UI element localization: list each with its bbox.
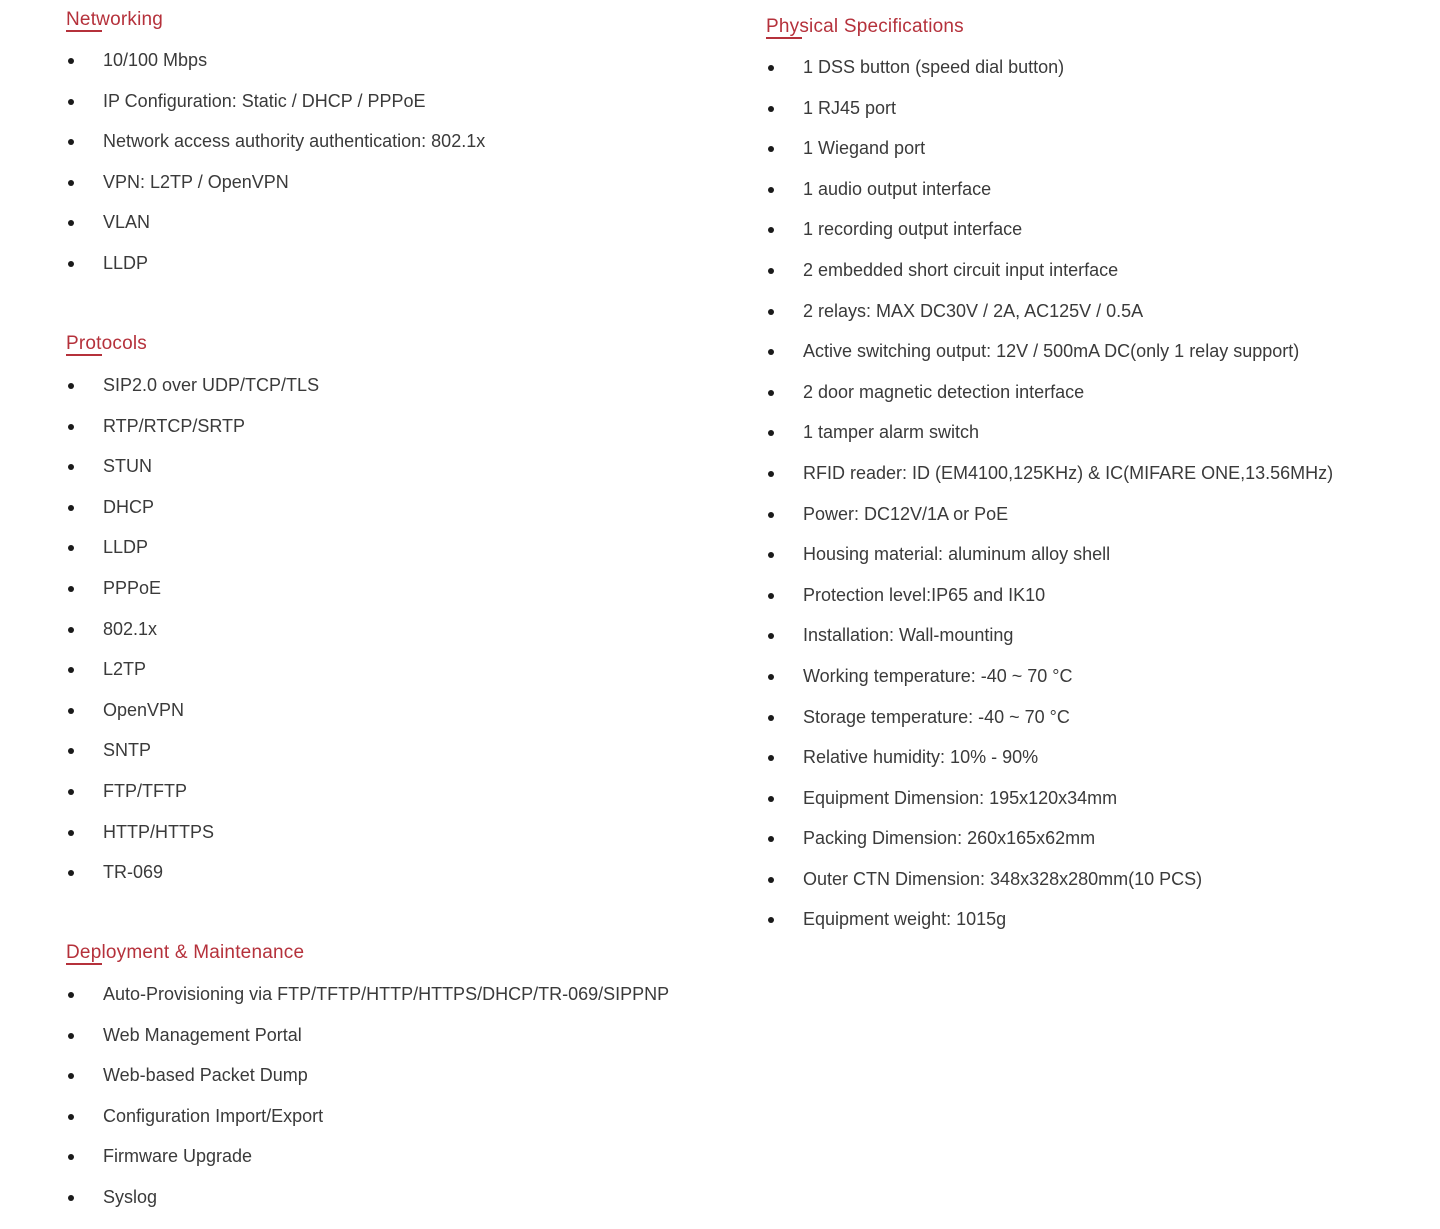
bullet-icon bbox=[768, 106, 774, 112]
bullet-icon bbox=[768, 309, 774, 315]
bullet-icon bbox=[68, 708, 74, 714]
physical-heading-text: Physical Specifications bbox=[766, 16, 964, 37]
list-item-text: Working temperature: -40 ~ 70 °C bbox=[803, 665, 1073, 686]
list-item-text: 2 relays: MAX DC30V / 2A, AC125V / 0.5A bbox=[803, 300, 1144, 321]
bullet-icon bbox=[68, 180, 74, 186]
bullet-icon bbox=[68, 424, 74, 430]
bullet-icon bbox=[68, 870, 74, 876]
bullet-icon bbox=[768, 755, 774, 761]
list-item-text: 1 audio output interface bbox=[803, 178, 992, 199]
list-item-text: 1 Wiegand port bbox=[803, 138, 926, 159]
bullet-icon bbox=[768, 187, 774, 193]
list-item-text: Installation: Wall-mounting bbox=[803, 625, 1014, 646]
list-item-text: SIP2.0 over UDP/TCP/TLS bbox=[103, 375, 320, 395]
list-item-text: 10/100 Mbps bbox=[103, 50, 208, 70]
list-item-text: 2 embedded short circuit input interface bbox=[803, 259, 1119, 280]
list-item-text: Network access authority authentication: 802.1x bbox=[103, 131, 486, 152]
bullet-icon bbox=[68, 1033, 74, 1039]
bullet-icon bbox=[68, 830, 74, 836]
bullet-icon bbox=[68, 383, 74, 389]
list-item-text: VPN: L2TP / OpenVPN bbox=[103, 171, 289, 192]
list-item-text: SNTP bbox=[103, 740, 152, 761]
list-item-text: Auto-Provisioning via FTP/TFTP/HTTP/HTTPS/DHCP/TR-069/SIPPNP bbox=[103, 984, 670, 1004]
bullet-icon bbox=[68, 220, 74, 226]
list-item-text: OpenVPN bbox=[103, 699, 185, 720]
list-item-text: Housing material: aluminum alloy shell bbox=[803, 544, 1111, 565]
list-item-text: RTP/RTCP/SRTP bbox=[103, 415, 246, 436]
networking-heading-text: Networking bbox=[66, 9, 164, 30]
networking-heading-underline bbox=[66, 30, 102, 32]
deployment-heading bbox=[66, 941, 304, 965]
list-item-text: STUN bbox=[103, 456, 152, 477]
bullet-icon bbox=[68, 99, 74, 105]
list-item-text: L2TP bbox=[103, 659, 147, 680]
bullet-icon bbox=[768, 674, 774, 680]
bullet-icon bbox=[68, 58, 74, 64]
bullet-icon bbox=[768, 917, 774, 923]
list-item-text: Firmware Upgrade bbox=[103, 1146, 253, 1167]
networking-heading bbox=[66, 8, 163, 32]
bullet-icon bbox=[68, 1073, 74, 1079]
bullet-icon bbox=[68, 748, 74, 754]
bullet-icon bbox=[768, 796, 774, 802]
bullet-icon bbox=[768, 146, 774, 152]
physical-heading bbox=[766, 15, 964, 39]
list-item-text: 2 door magnetic detection interface bbox=[803, 381, 1085, 402]
bullet-icon bbox=[68, 1154, 74, 1160]
bullet-icon bbox=[768, 715, 774, 721]
bullet-icon bbox=[68, 545, 74, 551]
list-item-text: VLAN bbox=[103, 212, 151, 233]
bullet-icon bbox=[68, 139, 74, 145]
bullet-icon bbox=[768, 268, 774, 274]
deployment-heading-text: Deployment & Maintenance bbox=[66, 942, 305, 963]
bullet-icon bbox=[768, 512, 774, 518]
list-item-text: 1 tamper alarm switch bbox=[803, 422, 980, 443]
list-item-text: HTTP/HTTPS bbox=[103, 821, 214, 842]
bullet-icon bbox=[768, 65, 774, 71]
bullet-icon bbox=[68, 667, 74, 673]
list-item-text: Web Management Portal bbox=[103, 1024, 302, 1045]
bullet-icon bbox=[68, 1114, 74, 1120]
bullet-icon bbox=[68, 992, 74, 998]
list-item-text: 1 recording output interface bbox=[803, 219, 1023, 240]
list-item-text: Configuration Import/Export bbox=[103, 1105, 324, 1126]
list-item-text: Protection level:IP65 and IK10 bbox=[803, 584, 1046, 605]
protocols-heading-text: Protocols bbox=[66, 333, 148, 354]
bullet-icon bbox=[68, 505, 74, 511]
list-item-text: 1 DSS button (speed dial button) bbox=[803, 57, 1065, 77]
bullet-icon bbox=[68, 464, 74, 470]
bullet-icon bbox=[768, 471, 774, 477]
bullet-icon bbox=[768, 877, 774, 883]
list-item-text: RFID reader: ID (EM4100,125KHz) & IC(MIFARE ONE,13.56MHz) bbox=[803, 462, 1334, 483]
list-item-text: 1 RJ45 port bbox=[803, 97, 897, 118]
list-item-text: 802.1x bbox=[103, 618, 158, 639]
bullet-icon bbox=[768, 227, 774, 233]
list-item-text: FTP/TFTP bbox=[103, 780, 187, 801]
bullet-icon bbox=[768, 430, 774, 436]
list-item-text: Web-based Packet Dump bbox=[103, 1065, 308, 1086]
bullet-icon bbox=[68, 627, 74, 633]
list-item-text: DHCP bbox=[103, 496, 155, 517]
list-item-text: Equipment Dimension: 195x120x34mm bbox=[803, 787, 1118, 808]
bullet-icon bbox=[768, 836, 774, 842]
bullet-icon bbox=[768, 390, 774, 396]
list-item-text: TR-069 bbox=[103, 862, 164, 883]
bullet-icon bbox=[768, 633, 774, 639]
list-item-text: Power: DC12V/1A or PoE bbox=[803, 503, 1009, 524]
protocols-heading-underline bbox=[66, 354, 102, 356]
physical-heading-underline bbox=[766, 37, 802, 39]
list-item-text: LLDP bbox=[103, 252, 149, 273]
bullet-icon bbox=[768, 552, 774, 558]
list-item-text: PPPoE bbox=[103, 577, 162, 598]
list-item-text: Active switching output: 12V / 500mA DC(only 1 relay support) bbox=[803, 341, 1300, 362]
bullet-icon bbox=[768, 349, 774, 355]
protocols-heading bbox=[66, 332, 147, 356]
list-item-text: Outer CTN Dimension: 348x328x280mm(10 PCS) bbox=[803, 868, 1203, 889]
bullet-icon bbox=[68, 1195, 74, 1201]
bullet-icon bbox=[68, 789, 74, 795]
list-item-text: Relative humidity: 10% - 90% bbox=[803, 747, 1039, 768]
list-item-text: Equipment weight: 1015g bbox=[803, 909, 1007, 930]
bullet-icon bbox=[768, 593, 774, 599]
list-item-text: Storage temperature: -40 ~ 70 °C bbox=[803, 706, 1070, 727]
bullet-icon bbox=[68, 261, 74, 267]
bullet-icon bbox=[68, 586, 74, 592]
list-item-text: LLDP bbox=[103, 537, 149, 558]
list-item-text: Syslog bbox=[103, 1186, 158, 1207]
deployment-heading-underline bbox=[66, 963, 102, 965]
list-item-text: IP Configuration: Static / DHCP / PPPoE bbox=[103, 90, 426, 111]
list-item-text: Packing Dimension: 260x165x62mm bbox=[803, 828, 1096, 849]
